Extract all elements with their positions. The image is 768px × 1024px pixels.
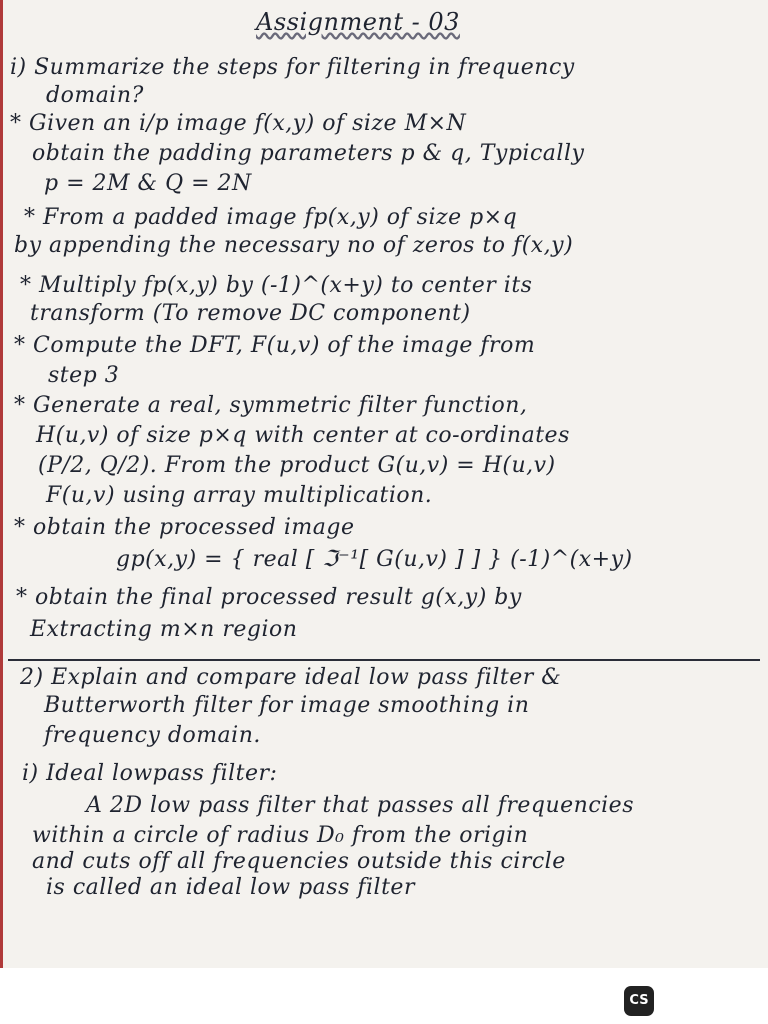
bullet-line: * From a padded image fp(x,y) of size p×q — [24, 205, 518, 230]
text-line: by appending the necessary no of zeros to f(x,y) — [14, 233, 574, 258]
bullet-line: * obtain the final processed result g(x,y) by — [16, 585, 522, 610]
page-edge — [0, 0, 3, 968]
formula-line: gp(x,y) = { real [ ℑ⁻¹[ G(u,v) ] ] } (-1)^(x+y) — [116, 547, 633, 572]
text-line: p = 2M & Q = 2N — [44, 171, 252, 196]
question-2: 2) Explain and compare ideal low pass filter & — [20, 665, 562, 690]
bullet-line: * Given an i/p image f(x,y) of size M×N — [10, 111, 467, 136]
text-line: and cuts off all frequencies outside this circle — [32, 849, 566, 874]
text-line: obtain the padding parameters p & q, Typically — [32, 141, 585, 166]
bullet-line: * Compute the DFT, F(u,v) of the image from — [14, 333, 536, 358]
subheading: i) Ideal lowpass filter: — [22, 761, 278, 786]
text-line: Extracting m×n region — [30, 617, 298, 642]
page-title: Assignment - 03 — [256, 8, 460, 36]
text-line: (P/2, Q/2). From the product G(u,v) = H(u,v) — [38, 453, 556, 478]
bullet-line: * Multiply fp(x,y) by (-1)^(x+y) to center its — [20, 273, 533, 298]
text-line: F(u,v) using array multiplication. — [46, 483, 433, 508]
text-line: domain? — [46, 83, 144, 108]
text-line: A 2D low pass filter that passes all frequencies — [86, 793, 634, 818]
question-1: i) Summarize the steps for filtering in frequency — [10, 55, 575, 80]
section-divider — [8, 659, 760, 661]
text-line: transform (To remove DC component) — [30, 301, 471, 326]
bullet-line: * Generate a real, symmetric filter function, — [14, 393, 528, 418]
text-line: Butterworth filter for image smoothing in — [44, 693, 530, 718]
bullet-line: * obtain the processed image — [14, 515, 355, 540]
text-line: step 3 — [48, 363, 120, 388]
camscanner-badge: CS — [624, 986, 654, 1016]
text-line: within a circle of radius D₀ from the origin — [32, 823, 529, 848]
text-line: frequency domain. — [44, 723, 261, 748]
text-line: is called an ideal low pass filter — [46, 875, 415, 900]
text-line: H(u,v) of size p×q with center at co-ordinates — [36, 423, 570, 448]
